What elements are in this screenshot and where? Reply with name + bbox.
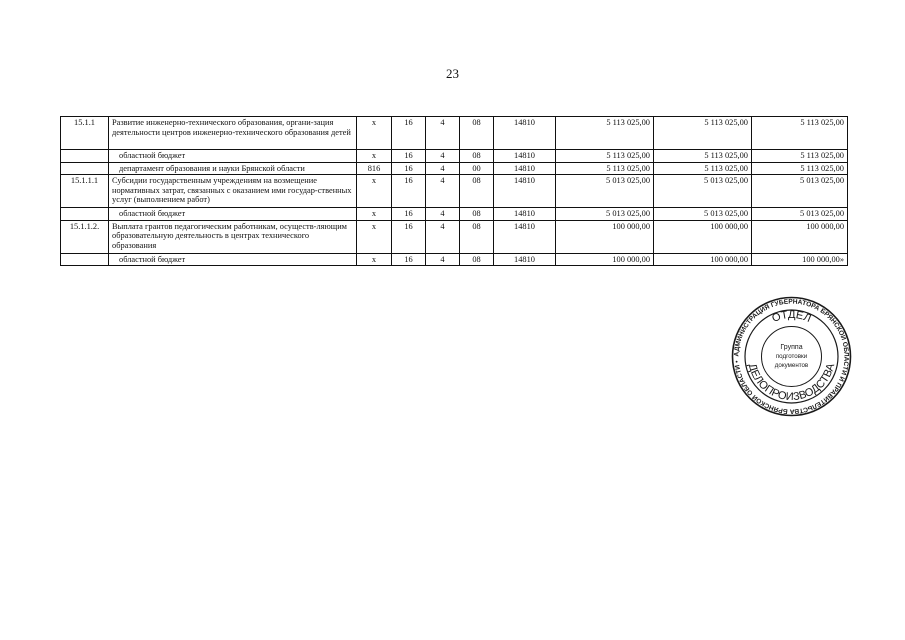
- cell-amount-2: 5 013 025,00: [654, 208, 752, 221]
- cell-subprogram: 08: [460, 150, 494, 163]
- cell-subprogram: 08: [460, 208, 494, 221]
- cell-section: 16: [392, 150, 426, 163]
- cell-admin-code: 816: [357, 162, 392, 175]
- cell-section: 16: [392, 220, 426, 253]
- cell-code: 15.1.1.2.: [61, 220, 109, 253]
- cell-admin-code: х: [357, 117, 392, 150]
- cell-section: 16: [392, 162, 426, 175]
- cell-admin-code: х: [357, 175, 392, 208]
- cell-section: 16: [392, 175, 426, 208]
- cell-amount-1: 5 113 025,00: [556, 117, 654, 150]
- cell-name: Выплата грантов педагогическим работникам, осуществ-ляющим образовательную деятельность в центрах технического образования: [109, 220, 357, 253]
- cell-amount-2: 5 113 025,00: [654, 150, 752, 163]
- cell-name: департамент образования и науки Брянской области: [109, 162, 357, 175]
- cell-subprogram: 08: [460, 175, 494, 208]
- cell-admin-code: х: [357, 253, 392, 266]
- cell-section: 16: [392, 253, 426, 266]
- cell-amount-1: 5 013 025,00: [556, 208, 654, 221]
- stamp-seal: [731, 296, 852, 417]
- cell-target-code: 14810: [494, 253, 556, 266]
- cell-section: 16: [392, 117, 426, 150]
- cell-program: 4: [426, 150, 460, 163]
- table-row: [61, 220, 848, 253]
- cell-program: 4: [426, 253, 460, 266]
- stamp-center-line-1: Группа: [780, 344, 803, 351]
- cell-name: Развитие инженерно-технического образования, органи-зация деятельности центров инженерно-технического образования детей: [109, 117, 357, 150]
- cell-amount-3: 100 000,00»: [752, 253, 848, 266]
- table-row: [61, 150, 848, 163]
- cell-code: 15.1.1: [61, 117, 109, 150]
- stamp-outer-text: АДМИНИСТРАЦИЯ ГУБЕРНАТОРА БРЯНСКОЙ ОБЛАСТИ И ПРАВИТЕЛЬСТВА БРЯНСКОЙ ОБЛАСТИ •: [733, 298, 850, 415]
- cell-target-code: 14810: [494, 117, 556, 150]
- cell-amount-2: 100 000,00: [654, 253, 752, 266]
- cell-program: 4: [426, 162, 460, 175]
- cell-amount-2: 5 013 025,00: [654, 175, 752, 208]
- stamp-center-line-3: документов: [774, 362, 809, 369]
- cell-amount-1: 100 000,00: [556, 220, 654, 253]
- cell-code: [61, 208, 109, 221]
- cell-code: [61, 253, 109, 266]
- cell-target-code: 14810: [494, 162, 556, 175]
- cell-section: 16: [392, 208, 426, 221]
- cell-amount-3: 5 013 025,00: [752, 175, 848, 208]
- cell-target-code: 14810: [494, 175, 556, 208]
- cell-name: Субсидии государственным учреждениям на возмещение нормативных затрат, связанных с оказанием ими государ-ственных услуг (выполнением работ): [109, 175, 357, 208]
- cell-target-code: 14810: [494, 208, 556, 221]
- cell-amount-1: 100 000,00: [556, 253, 654, 266]
- cell-subprogram: 08: [460, 117, 494, 150]
- cell-amount-3: 5 113 025,00: [752, 150, 848, 163]
- cell-code: 15.1.1.1: [61, 175, 109, 208]
- cell-program: 4: [426, 117, 460, 150]
- stamp-center-line-2: подготовки: [775, 353, 808, 360]
- cell-target-code: 14810: [494, 220, 556, 253]
- cell-amount-1: 5 113 025,00: [556, 162, 654, 175]
- budget-table: [60, 116, 848, 266]
- table-row: [61, 117, 848, 150]
- cell-target-code: 14810: [494, 150, 556, 163]
- cell-admin-code: х: [357, 208, 392, 221]
- cell-code: [61, 150, 109, 163]
- cell-program: 4: [426, 208, 460, 221]
- cell-amount-2: 100 000,00: [654, 220, 752, 253]
- table-row: [61, 162, 848, 175]
- cell-program: 4: [426, 220, 460, 253]
- table-row: [61, 253, 848, 266]
- cell-amount-3: 5 113 025,00: [752, 117, 848, 150]
- cell-admin-code: х: [357, 220, 392, 253]
- table-row: [61, 208, 848, 221]
- cell-name: областной бюджет: [109, 253, 357, 266]
- stamp-bottom-text: ДЕЛОПРОИЗВОДСТВА: [745, 362, 838, 404]
- cell-amount-2: 5 113 025,00: [654, 162, 752, 175]
- cell-subprogram: 00: [460, 162, 494, 175]
- cell-amount-2: 5 113 025,00: [654, 117, 752, 150]
- stamp-top-text: ОТДЕЛ: [770, 308, 813, 325]
- cell-code: [61, 162, 109, 175]
- cell-name: областной бюджет: [109, 208, 357, 221]
- cell-subprogram: 08: [460, 220, 494, 253]
- cell-amount-3: 5 013 025,00: [752, 208, 848, 221]
- page-number: 23: [446, 66, 459, 81]
- cell-amount-1: 5 013 025,00: [556, 175, 654, 208]
- cell-admin-code: х: [357, 150, 392, 163]
- svg-text:ОТДЕЛ: [770, 309, 812, 325]
- cell-amount-3: 100 000,00: [752, 220, 848, 253]
- cell-subprogram: 08: [460, 253, 494, 266]
- table-row: [61, 175, 848, 208]
- cell-name: областной бюджет: [109, 150, 357, 163]
- cell-amount-3: 5 113 025,00: [752, 162, 848, 175]
- cell-amount-1: 5 113 025,00: [556, 150, 654, 163]
- cell-program: 4: [426, 175, 460, 208]
